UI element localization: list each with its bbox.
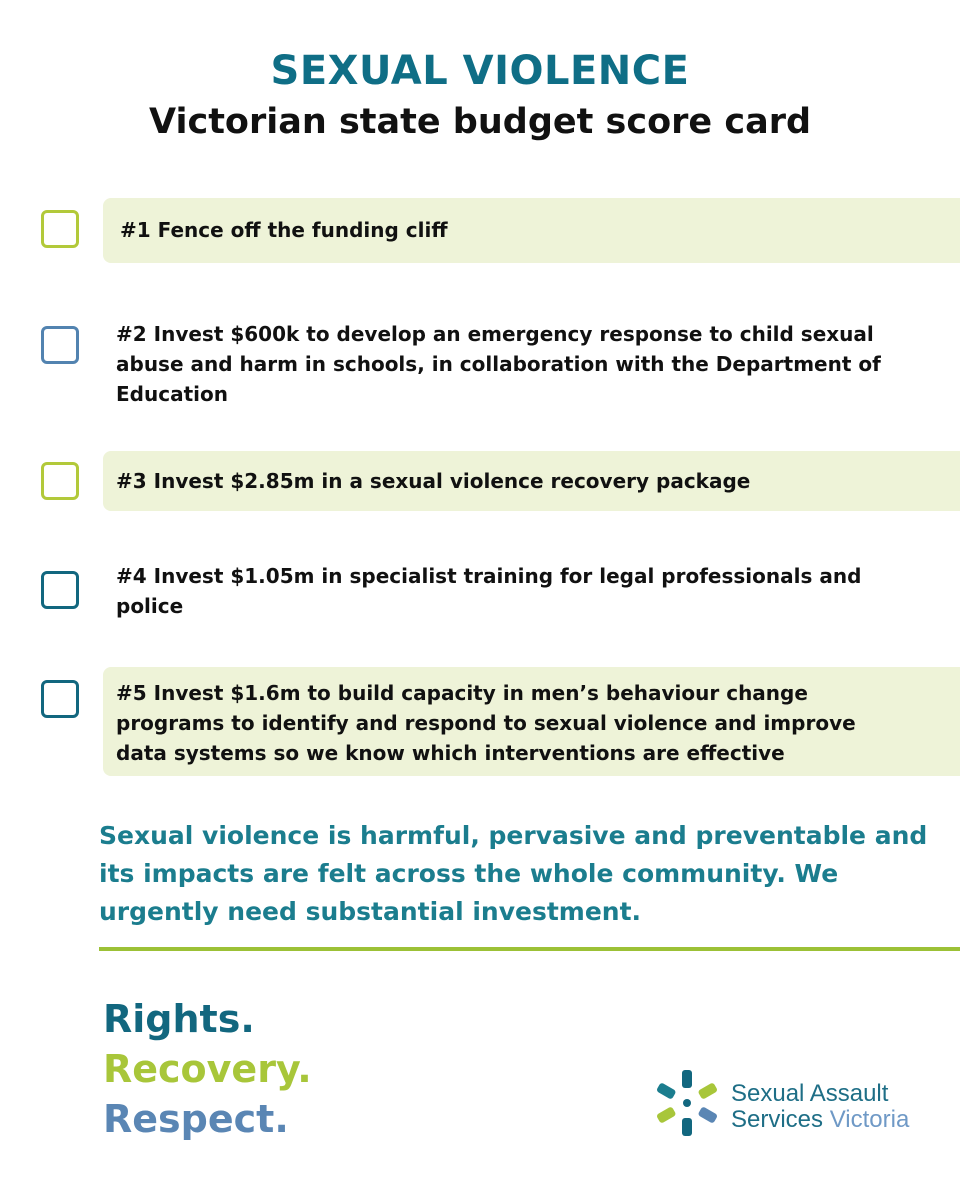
checkbox-item-4[interactable]: [41, 571, 79, 609]
page-subtitle: Victorian state budget score card: [148, 102, 812, 142]
logo-line-2: [731, 1107, 909, 1133]
checkbox-item-2[interactable]: [41, 326, 79, 364]
checkbox-item-3[interactable]: [41, 462, 79, 500]
call-to-action-statement: Sexual violence is harmful, pervasive and preventable and its impacts are felt across the whole community. We urgently need substantial investment.: [99, 821, 928, 926]
item-4-text: #4 Invest $1.05m in specialist training for legal professionals and police: [116, 564, 862, 618]
divider: [99, 947, 960, 951]
logo-services: Services: [731, 1106, 824, 1133]
logo-line-1: Sexual Assault: [731, 1080, 889, 1107]
checkbox-item-5[interactable]: [41, 680, 79, 718]
page-title: SEXUAL VIOLENCE: [270, 48, 690, 94]
tagline-respect: Respect.: [103, 1097, 289, 1141]
item-3-text: #3 Invest $2.85m in a sexual violence recovery package: [116, 469, 751, 493]
tagline-recovery: Recovery.: [103, 1047, 312, 1091]
checkbox-item-1[interactable]: [41, 210, 79, 248]
item-5-text: #5 Invest $1.6m to build capacity in men’s behaviour change programs to identify and respond to sexual violence and improve data systems so we know which interventions are effective: [116, 681, 856, 765]
item-2-text: #2 Invest $600k to develop an emergency response to child sexual abuse and harm in schools, in collaboration with the Department of Education: [116, 322, 881, 406]
starburst-logo-icon: [656, 1069, 718, 1137]
organisation-logo-text: [731, 1081, 909, 1133]
item-1-text: #1 Fence off the funding cliff: [120, 218, 448, 242]
tagline-rights: Rights.: [103, 997, 255, 1041]
logo-victoria: Victoria: [829, 1106, 910, 1133]
